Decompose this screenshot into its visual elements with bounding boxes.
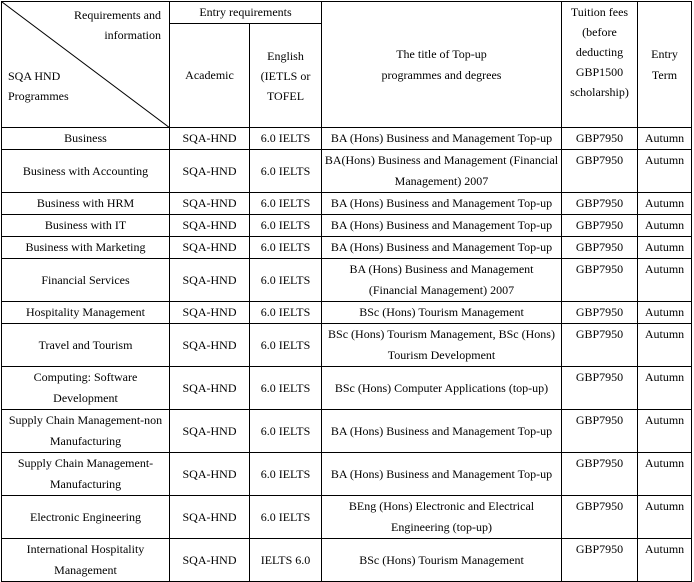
academic-cell: SQA-HND xyxy=(170,237,250,259)
table-row xyxy=(2,237,692,259)
english-cell: 6.0 IELTS xyxy=(250,324,322,367)
english-cell: 6.0 IELTS xyxy=(250,367,322,410)
fee-cell: GBP7950 xyxy=(562,367,638,410)
table-row xyxy=(2,259,692,302)
table-row xyxy=(2,410,692,453)
corner-top-label: Requirements and information xyxy=(74,8,161,42)
title-cell: BA (Hons) Business and Management (Financial Management) 2007 xyxy=(322,259,562,302)
fee-cell: GBP7950 xyxy=(562,453,638,496)
term-cell: Autumn xyxy=(638,302,692,324)
academic-header: Academic xyxy=(170,24,250,128)
term-cell: Autumn xyxy=(638,128,692,150)
table-row xyxy=(2,324,692,367)
title-header-text: The title of Top-up programmes and degrees xyxy=(381,46,502,82)
table-row xyxy=(2,193,692,215)
term-cell: Autumn xyxy=(638,453,692,496)
title-cell: BA (Hons) Business and Management Top-up xyxy=(322,128,562,150)
academic-cell: SQA-HND xyxy=(170,150,250,193)
programme-cell: Hospitality Management xyxy=(2,302,170,324)
programme-cell: Supply Chain Management-Manufacturing xyxy=(2,453,170,496)
table-row xyxy=(2,496,692,539)
title-cell: BA (Hons) Business and Management Top-up xyxy=(322,410,562,453)
fee-cell: GBP7950 xyxy=(562,237,638,259)
title-cell: BSc (Hons) Computer Applications (top-up) xyxy=(322,367,562,410)
programme-cell: Computing: Software Development xyxy=(2,367,170,410)
fee-cell: GBP7950 xyxy=(562,302,638,324)
title-cell: BSc (Hons) Tourism Management xyxy=(322,302,562,324)
english-cell: 6.0 IELTS xyxy=(250,193,322,215)
english-cell: 6.0 IELTS xyxy=(250,237,322,259)
title-cell: BSc (Hons) Tourism Management xyxy=(322,539,562,582)
table-row xyxy=(2,539,692,582)
entry-term-header xyxy=(638,2,692,128)
academic-cell: SQA-HND xyxy=(170,324,250,367)
table-row xyxy=(2,150,692,193)
academic-cell: SQA-HND xyxy=(170,259,250,302)
term-cell: Autumn xyxy=(638,259,692,302)
english-header-text: English (IETLS or TOFEL xyxy=(260,48,311,103)
academic-cell: SQA-HND xyxy=(170,193,250,215)
table-row xyxy=(2,215,692,237)
table-row xyxy=(2,302,692,324)
term-cell: Autumn xyxy=(638,496,692,539)
programme-cell: Financial Services xyxy=(2,259,170,302)
term-cell: Autumn xyxy=(638,324,692,367)
fee-cell: GBP7950 xyxy=(562,410,638,453)
title-cell: BEng (Hons) Electronic and Electrical Engineering (top-up) xyxy=(322,496,562,539)
title-cell: BA(Hons) Business and Management (Financial Management) 2007 xyxy=(322,150,562,193)
entry-term-header-text: Entry Term xyxy=(651,46,678,82)
fee-cell: GBP7950 xyxy=(562,150,638,193)
fee-cell: GBP7950 xyxy=(562,539,638,582)
table-row xyxy=(2,453,692,496)
academic-cell: SQA-HND xyxy=(170,453,250,496)
title-cell: BSc (Hons) Tourism Management, BSc (Hons) Tourism Development xyxy=(322,324,562,367)
english-cell: 6.0 IELTS xyxy=(250,453,322,496)
english-cell: IELTS 6.0 xyxy=(250,539,322,582)
programme-cell: Business with IT xyxy=(2,215,170,237)
english-header xyxy=(250,24,322,128)
table-row xyxy=(2,367,692,410)
fee-cell: GBP7950 xyxy=(562,128,638,150)
term-cell: Autumn xyxy=(638,193,692,215)
term-cell: Autumn xyxy=(638,539,692,582)
corner-bottom-label: SQA HND Programmes xyxy=(8,69,69,103)
programme-cell: Supply Chain Management-non Manufacturing xyxy=(2,410,170,453)
term-cell: Autumn xyxy=(638,215,692,237)
term-cell: Autumn xyxy=(638,237,692,259)
fee-cell: GBP7950 xyxy=(562,324,638,367)
fee-cell: GBP7950 xyxy=(562,193,638,215)
english-cell: 6.0 IELTS xyxy=(250,496,322,539)
academic-cell: SQA-HND xyxy=(170,367,250,410)
programme-cell: International Hospitality Management xyxy=(2,539,170,582)
english-cell: 6.0 IELTS xyxy=(250,215,322,237)
academic-cell: SQA-HND xyxy=(170,302,250,324)
english-cell: 6.0 IELTS xyxy=(250,259,322,302)
english-cell: 6.0 IELTS xyxy=(250,410,322,453)
tuition-header xyxy=(562,2,638,128)
academic-cell: SQA-HND xyxy=(170,496,250,539)
academic-cell: SQA-HND xyxy=(170,128,250,150)
title-cell: BA (Hons) Business and Management Top-up xyxy=(322,453,562,496)
corner-header-cell xyxy=(2,2,170,128)
table-row xyxy=(2,128,692,150)
programme-cell: Business with Accounting xyxy=(2,150,170,193)
programmes-table xyxy=(1,1,692,582)
term-cell: Autumn xyxy=(638,150,692,193)
term-cell: Autumn xyxy=(638,410,692,453)
title-cell: BA (Hons) Business and Management Top-up xyxy=(322,215,562,237)
entry-requirements-header: Entry requirements xyxy=(170,2,322,24)
programme-cell: Business with Marketing xyxy=(2,237,170,259)
fee-cell: GBP7950 xyxy=(562,215,638,237)
fee-cell: GBP7950 xyxy=(562,259,638,302)
title-cell: BA (Hons) Business and Management Top-up xyxy=(322,237,562,259)
title-cell: BA (Hons) Business and Management Top-up xyxy=(322,193,562,215)
english-cell: 6.0 IELTS xyxy=(250,128,322,150)
title-header xyxy=(322,2,562,128)
tuition-header-text: Tuition fees (before deducting GBP1500 scholarship) xyxy=(570,5,629,99)
term-cell: Autumn xyxy=(638,367,692,410)
programme-cell: Business xyxy=(2,128,170,150)
academic-cell: SQA-HND xyxy=(170,410,250,453)
english-cell: 6.0 IELTS xyxy=(250,302,322,324)
english-cell: 6.0 IELTS xyxy=(250,150,322,193)
programme-cell: Business with HRM xyxy=(2,193,170,215)
programme-cell: Electronic Engineering xyxy=(2,496,170,539)
programme-cell: Travel and Tourism xyxy=(2,324,170,367)
fee-cell: GBP7950 xyxy=(562,496,638,539)
academic-cell: SQA-HND xyxy=(170,539,250,582)
academic-cell: SQA-HND xyxy=(170,215,250,237)
